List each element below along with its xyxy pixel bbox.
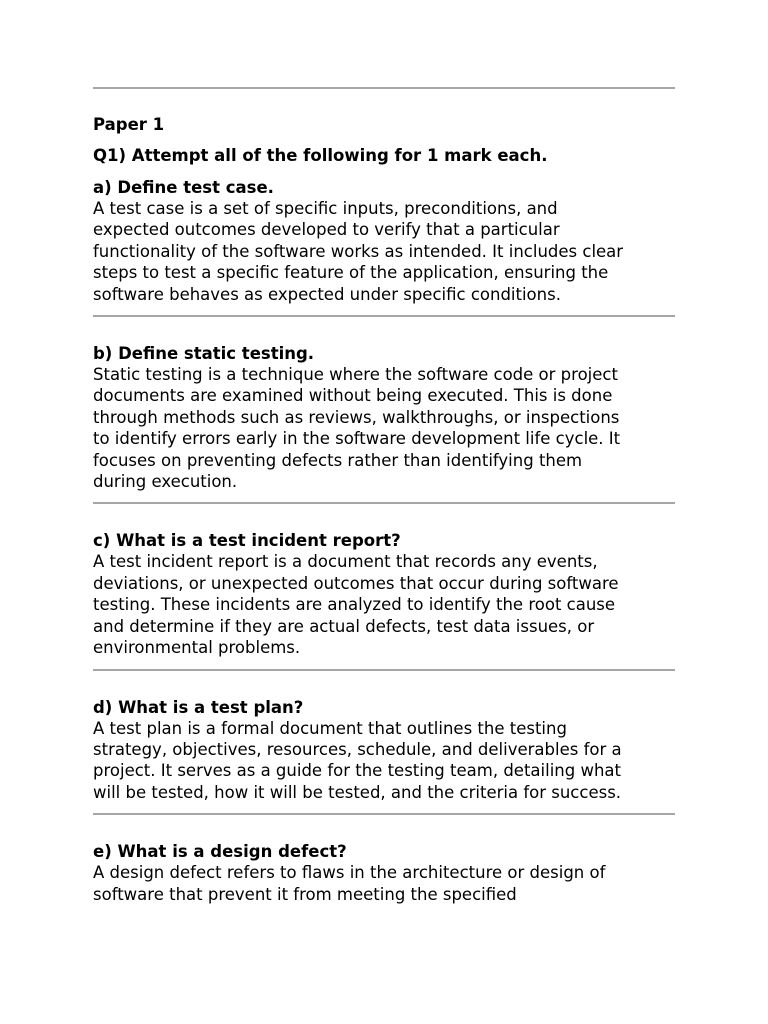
answer-line: documents are examined without being executed. This is done (93, 386, 613, 406)
question-heading: Q1) Attempt all of the following for 1 mark each. (93, 146, 548, 165)
question-title: d) What is a test plan? (93, 697, 304, 717)
answer-text (93, 718, 675, 804)
answer-line: A design defect refers to flaws in the architecture or design of (93, 863, 606, 883)
answer-line: A test plan is a formal document that outlines the testing (93, 718, 567, 738)
divider (93, 813, 675, 815)
answer-text (93, 551, 675, 658)
answer-line: expected outcomes developed to verify that a particular (93, 220, 560, 240)
divider (93, 87, 675, 89)
answer-text (93, 862, 675, 905)
question-item-e (93, 841, 675, 905)
document-page (93, 0, 675, 905)
divider (93, 315, 675, 317)
question-item-d (93, 697, 675, 804)
question-title: a) Define test case. (93, 178, 274, 197)
answer-line: Static testing is a technique where the software code or project (93, 365, 618, 385)
answer-text (93, 364, 675, 492)
answer-line: will be tested, how it will be tested, and the criteria for success. (93, 782, 622, 802)
paper-title: Paper 1 (93, 115, 165, 134)
answer-line: focuses on preventing defects rather than identifying them (93, 450, 583, 470)
answer-line: during execution. (93, 472, 238, 492)
answer-line: and determine if they are actual defects, test data issues, or (93, 616, 595, 636)
answer-line: environmental problems. (93, 638, 301, 658)
answer-line: steps to test a specific feature of the application, ensuring the (93, 263, 609, 283)
answer-line: strategy, objectives, resources, schedule, and deliverables for a (93, 739, 622, 759)
answer-line: functionality of the software works as intended. It includes clear (93, 241, 624, 261)
answer-text (93, 198, 675, 305)
divider (93, 502, 675, 504)
question-title: e) What is a design defect? (93, 842, 347, 862)
answer-line: software behaves as expected under specific conditions. (93, 284, 561, 304)
answer-line: testing. These incidents are analyzed to identify the root cause (93, 595, 616, 615)
answer-line: through methods such as reviews, walkthroughs, or inspections (93, 407, 620, 427)
divider (93, 669, 675, 671)
answer-line: to identify errors early in the software development life cycle. It (93, 429, 621, 449)
question-item-b (93, 343, 675, 492)
question-title: c) What is a test incident report? (93, 531, 401, 551)
answer-line: software that prevent it from meeting the specified (93, 884, 517, 904)
answer-line: A test incident report is a document that records any events, (93, 552, 598, 572)
answer-line: deviations, or unexpected outcomes that occur during software (93, 573, 619, 593)
question-item-a (93, 177, 675, 305)
answer-line: project. It serves as a guide for the testing team, detailing what (93, 761, 621, 781)
question-item-c (93, 530, 675, 658)
question-title: b) Define static testing. (93, 344, 315, 364)
answer-line: A test case is a set of specific inputs, preconditions, and (93, 199, 558, 218)
